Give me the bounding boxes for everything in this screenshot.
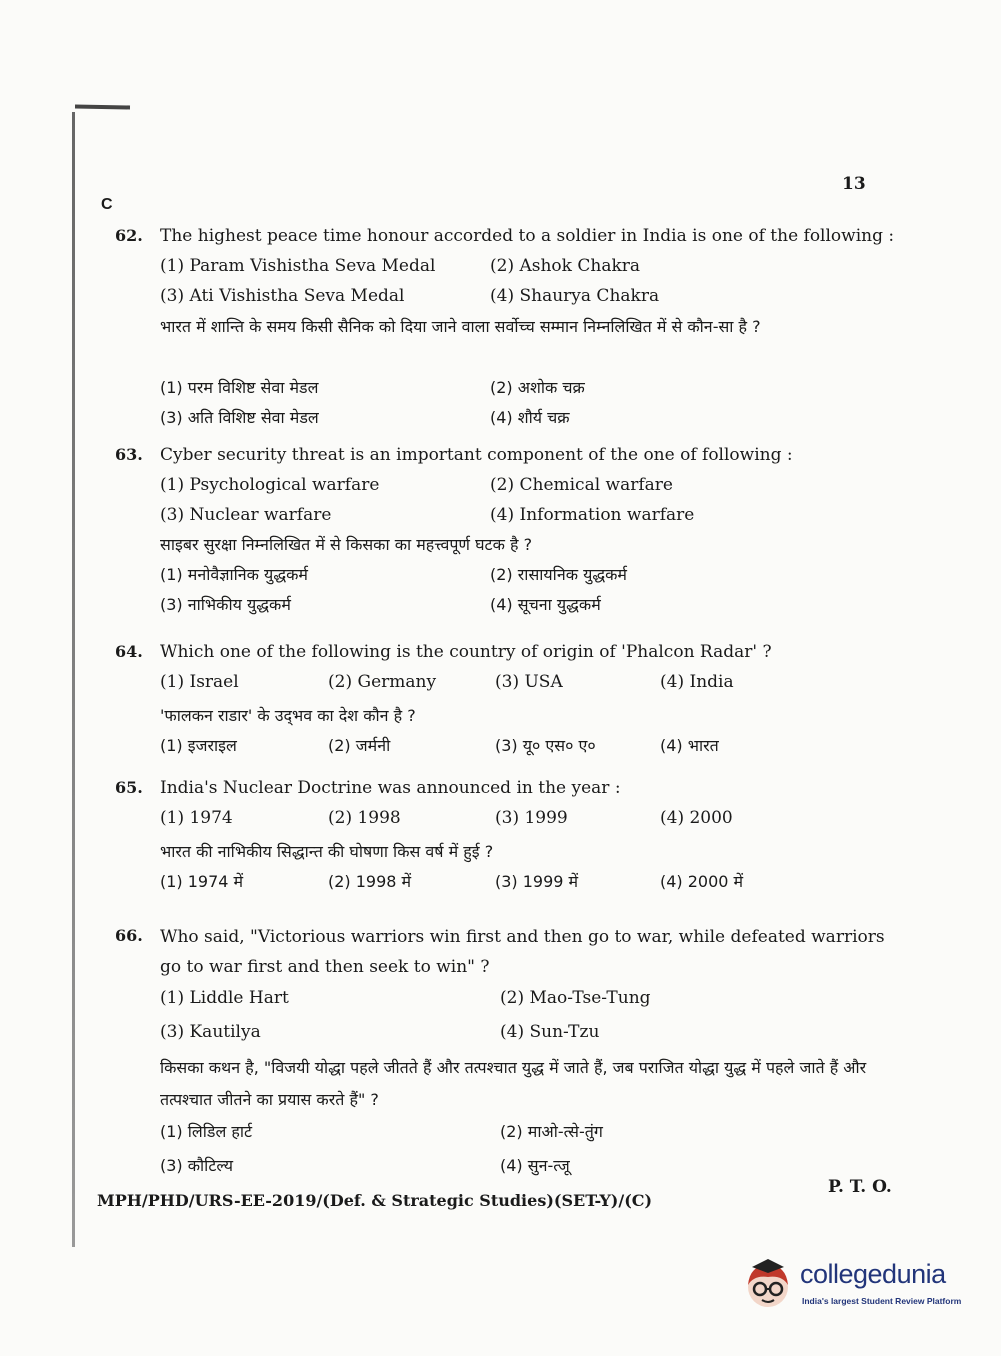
option-hi-4: (4) शौर्य चक्र — [490, 408, 570, 427]
option-hi-3: (3) यू० एस० ए० — [495, 736, 596, 755]
option-en-4: (4) Information warfare — [490, 505, 695, 525]
option-en-3: (3) Kautilya — [160, 1022, 261, 1042]
watermark-brand — [742, 1253, 972, 1313]
pto-label: P. T. O. — [828, 1177, 892, 1197]
option-hi-3: (3) कौटिल्य — [160, 1156, 233, 1175]
option-en-2: (2) Ashok Chakra — [490, 256, 641, 276]
option-en-1: (1) Param Vishistha Seva Medal — [160, 256, 436, 276]
question-64 — [115, 638, 905, 762]
question-number: 66. — [115, 926, 143, 945]
paper-code: MPH/PHD/URS-EE-2019/(Def. & Strategic Studies)(SET-Y)/(C) — [97, 1191, 653, 1210]
question-62 — [115, 222, 905, 434]
question-number: 62. — [115, 226, 143, 245]
question-number: 63. — [115, 445, 143, 464]
question-63 — [115, 441, 905, 621]
option-hi-4: (4) भारत — [660, 736, 719, 755]
option-hi-1: (1) इजराइल — [160, 736, 237, 755]
option-en-1: (1) Israel — [160, 672, 239, 692]
scan-edge-left — [72, 112, 75, 1247]
option-en-4: (4) Sun-Tzu — [500, 1022, 600, 1042]
option-hi-3: (3) 1999 में — [495, 872, 579, 891]
option-hi-4: (4) सुन-त्जू — [500, 1156, 570, 1175]
option-en-4: (4) India — [660, 672, 734, 692]
scan-edge-top — [75, 105, 130, 110]
option-en-3: (3) Ati Vishistha Seva Medal — [160, 286, 405, 306]
option-en-1: (1) 1974 — [160, 808, 233, 828]
question-number: 65. — [115, 778, 143, 797]
option-en-2: (2) Chemical warfare — [490, 475, 673, 495]
option-en-2: (2) Germany — [328, 672, 437, 692]
question-text-hi: भारत में शान्ति के समय किसी सैनिक को दिया जाने वाला सर्वोच्च सम्मान निम्नलिखित में से कौन-सा है ? — [160, 317, 761, 336]
option-hi-4: (4) सूचना युद्धकर्म — [490, 595, 601, 614]
page-number: 13 — [842, 174, 866, 194]
brand-name: collegedunia — [800, 1259, 946, 1289]
option-hi-2: (2) जर्मनी — [328, 736, 391, 755]
option-en-3: (3) Nuclear warfare — [160, 505, 332, 525]
option-en-1: (1) Liddle Hart — [160, 988, 289, 1008]
option-en-2: (2) 1998 — [328, 808, 401, 828]
brand-tagline: India's largest Student Review Platform — [802, 1296, 962, 1306]
question-text-en: The highest peace time honour accorded to a soldier in India is one of the following : — [160, 226, 895, 246]
option-en-3: (3) 1999 — [495, 808, 568, 828]
option-hi-4: (4) 2000 में — [660, 872, 744, 891]
question-text-hi: भारत की नाभिकीय सिद्धान्त की घोषणा किस वर्ष में हुई ? — [160, 842, 494, 861]
question-text-en: Cyber security threat is an important component of the one of following : — [160, 445, 793, 465]
question-text-hi: साइबर सुरक्षा निम्नलिखित में से किसका का महत्त्वपूर्ण घटक है ? — [160, 535, 533, 554]
option-en-3: (3) USA — [495, 672, 563, 692]
option-hi-2: (2) रासायनिक युद्धकर्म — [490, 565, 627, 584]
option-hi-2: (2) 1998 में — [328, 872, 412, 891]
option-en-2: (2) Mao-Tse-Tung — [500, 988, 651, 1008]
option-hi-1: (1) मनोवैज्ञानिक युद्धकर्म — [160, 565, 308, 584]
set-code: C — [101, 196, 113, 213]
question-text-en: Who said, "Victorious warriors win first and then go to war, while defeated warriors go to war first and then seek to win" ? — [160, 927, 885, 977]
option-en-1: (1) Psychological warfare — [160, 475, 380, 495]
question-text-en: Which one of the following is the country of origin of 'Phalcon Radar' ? — [160, 642, 772, 662]
option-hi-1: (1) परम विशिष्ट सेवा मेडल — [160, 378, 319, 397]
question-text-en: India's Nuclear Doctrine was announced in the year : — [160, 778, 621, 798]
option-hi-3: (3) अति विशिष्ट सेवा मेडल — [160, 408, 319, 427]
option-en-4: (4) 2000 — [660, 808, 733, 828]
question-65 — [115, 774, 905, 898]
option-hi-3: (3) नाभिकीय युद्धकर्म — [160, 595, 291, 614]
question-number: 64. — [115, 642, 143, 661]
question-66 — [115, 922, 905, 1182]
option-hi-2: (2) अशोक चक्र — [490, 378, 585, 397]
question-text-hi: किसका कथन है, "विजयी योद्धा पहले जीतते हैं और तत्पश्चात युद्ध में जाते हैं, जब पराजित योद्धा युद्ध में पहले जाते हैं और तत्पश्चात जीतने का प्रयास करते हैं" ? — [160, 1058, 867, 1109]
question-text-hi: 'फालकन राडार' के उद्‌भव का देश कौन है ? — [160, 706, 416, 725]
option-hi-2: (2) माओ-त्से-तुंग — [500, 1122, 603, 1141]
option-hi-1: (1) लिडिल हार्ट — [160, 1122, 253, 1141]
option-en-4: (4) Shaurya Chakra — [490, 286, 660, 306]
option-hi-1: (1) 1974 में — [160, 872, 244, 891]
student-mascot-icon — [742, 1257, 794, 1309]
